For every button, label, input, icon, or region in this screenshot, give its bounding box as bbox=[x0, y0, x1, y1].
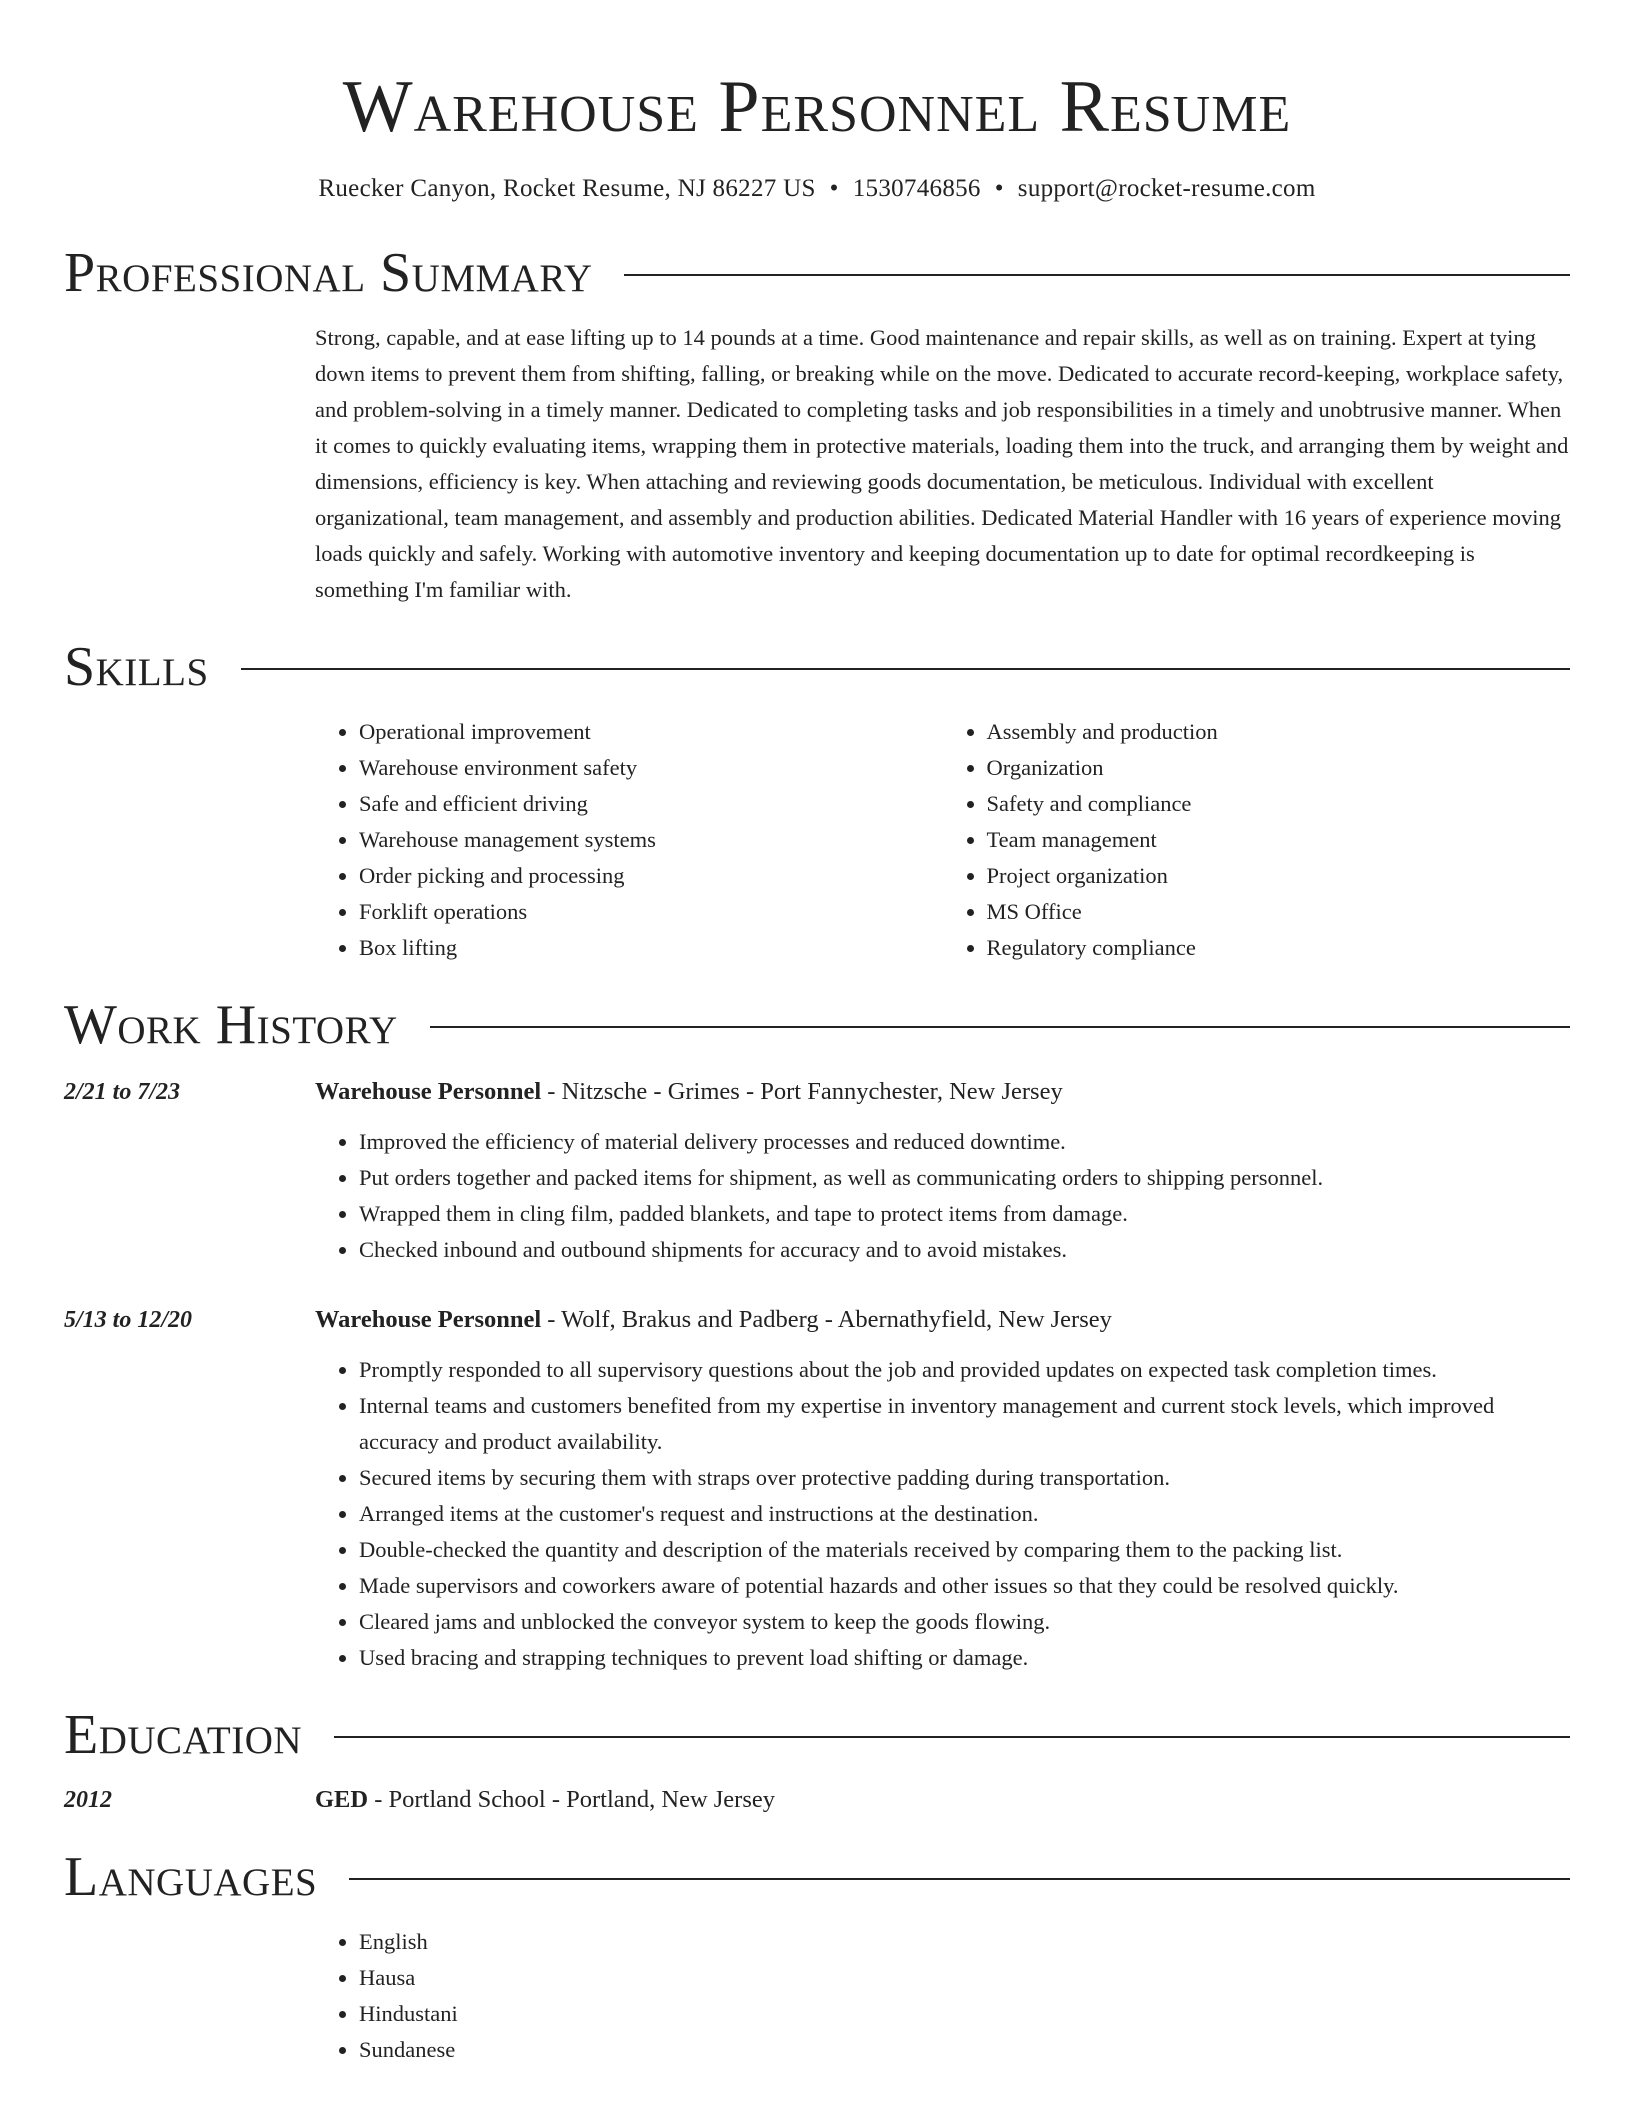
section-header-skills bbox=[64, 634, 1570, 700]
resume-page bbox=[64, 0, 1570, 2068]
skill-item: • Safe and efficient driving bbox=[359, 786, 943, 822]
summary-text: Strong, capable, and at ease lifting up to 14 pounds at a time. Good maintenance and repair skills, as well as on training. Expert at tying down items to prevent them from shifting, falling, or breaking while on the move. Dedicated to accurate record-keeping, workplace safety, and problem-solving in a timely manner. Dedicated to completing tasks and job responsibilities in a timely and unobtrusive manner. When it comes to quickly evaluating items, wrapping them in protective materials, loading them into the truck, and arranging them by weight and dimensions, efficiency is key. When attaching and reviewing goods documentation, be meticulous. Individual with excellent organizational, team management, and assembly and production abilities. Dedicated Material Handler with 16 years of experience moving loads quickly and safely. Working with automotive inventory and keeping documentation up to date for optimal recordkeeping is something I'm familiar with. bbox=[315, 325, 1569, 602]
skill-item: • Box lifting bbox=[359, 930, 943, 966]
section-header-summary bbox=[64, 240, 1570, 306]
language-item: • English bbox=[359, 1924, 1570, 1960]
job-bullet: • Internal teams and customers benefited from my expertise in inventory management and current stock levels, which improved accuracy and product availability. bbox=[359, 1388, 1570, 1460]
job-bullets bbox=[315, 1124, 1570, 1268]
job-details: - Nitzsche - Grimes - Port Fannychester, New Jersey bbox=[541, 1078, 1063, 1105]
skill-item: • Project organization bbox=[987, 858, 1571, 894]
job-details: - Wolf, Brakus and Padberg - Abernathyfield, New Jersey bbox=[541, 1306, 1112, 1333]
job-bullet: • Put orders together and packed items for shipment, as well as communicating orders to shipping personnel. bbox=[359, 1160, 1570, 1196]
skill-item: • Assembly and production bbox=[987, 714, 1571, 750]
skill-item: • Regulatory compliance bbox=[987, 930, 1571, 966]
section-divider bbox=[624, 274, 1570, 276]
language-item: • Sundanese bbox=[359, 2032, 1570, 2068]
languages-bullets bbox=[315, 1924, 1570, 2068]
section-divider bbox=[430, 1026, 1570, 1028]
section-title-skills: Skills bbox=[64, 636, 209, 698]
education-year: 2012 bbox=[64, 1787, 112, 1813]
job-entry bbox=[64, 1074, 1570, 1268]
job-bullet: • Wrapped them in cling film, padded blankets, and tape to protect items from damage. bbox=[359, 1196, 1570, 1232]
job-title: Warehouse Personnel bbox=[315, 1078, 542, 1105]
contact-separator: • bbox=[994, 175, 1004, 202]
section-header-education bbox=[64, 1702, 1570, 1768]
job-bullet: • Improved the efficiency of material delivery processes and reduced downtime. bbox=[359, 1124, 1570, 1160]
section-divider bbox=[349, 1878, 1570, 1880]
job-bullets bbox=[315, 1352, 1570, 1676]
section-header-languages bbox=[64, 1844, 1570, 1910]
job-bullet: • Arranged items at the customer's request and instructions at the destination. bbox=[359, 1496, 1570, 1532]
resume-title: Warehouse Personnel Resume bbox=[342, 66, 1292, 148]
skill-item: • Organization bbox=[987, 750, 1571, 786]
education-line bbox=[315, 1782, 1570, 1818]
contact-email: support@rocket-resume.com bbox=[1017, 175, 1316, 202]
job-body bbox=[315, 1302, 1570, 1676]
skill-item: • Team management bbox=[987, 822, 1571, 858]
skill-item: • Operational improvement bbox=[359, 714, 943, 750]
contact-line bbox=[64, 172, 1570, 206]
contact-phone: 1530746856 bbox=[852, 175, 981, 202]
skill-item: • Forklift operations bbox=[359, 894, 943, 930]
job-title-line bbox=[315, 1074, 1570, 1110]
skill-item: • Order picking and processing bbox=[359, 858, 943, 894]
job-bullet: • Secured items by securing them with straps over protective padding during transportation. bbox=[359, 1460, 1570, 1496]
education-details: - Portland School - Portland, New Jersey bbox=[368, 1786, 775, 1813]
job-title-line bbox=[315, 1302, 1570, 1338]
section-divider bbox=[334, 1736, 1570, 1738]
job-bullet: • Promptly responded to all supervisory questions about the job and provided updates on expected task completion times. bbox=[359, 1352, 1570, 1388]
job-bullet: • Used bracing and strapping techniques to prevent load shifting or damage. bbox=[359, 1640, 1570, 1676]
section-title-summary: Professional Summary bbox=[64, 242, 593, 304]
section-title-education: Education bbox=[64, 1704, 303, 1766]
section-title-languages: Languages bbox=[64, 1846, 318, 1908]
job-dates: 2/21 to 7/23 bbox=[64, 1079, 181, 1105]
skill-item: • Warehouse environment safety bbox=[359, 750, 943, 786]
job-entry bbox=[64, 1302, 1570, 1676]
skills-column-left bbox=[315, 714, 943, 966]
job-bullet: • Double-checked the quantity and description of the materials received by comparing them to the packing list. bbox=[359, 1532, 1570, 1568]
skills-list bbox=[315, 714, 1570, 966]
skill-item: • Safety and compliance bbox=[987, 786, 1571, 822]
contact-separator: • bbox=[829, 175, 839, 202]
language-item: • Hindustani bbox=[359, 1996, 1570, 2032]
skills-column-right bbox=[943, 714, 1571, 966]
job-bullet: • Cleared jams and unblocked the conveyor system to keep the goods flowing. bbox=[359, 1604, 1570, 1640]
job-body bbox=[315, 1074, 1570, 1268]
languages-list bbox=[315, 1924, 1570, 2068]
section-divider bbox=[241, 668, 1570, 670]
education-entry bbox=[64, 1782, 1570, 1818]
section-header-work bbox=[64, 992, 1570, 1058]
contact-address: Ruecker Canyon, Rocket Resume, NJ 86227 US bbox=[318, 175, 816, 202]
skill-item: • Warehouse management systems bbox=[359, 822, 943, 858]
education-body bbox=[315, 1782, 1570, 1818]
section-title-work: Work History bbox=[64, 994, 398, 1056]
job-dates: 5/13 to 12/20 bbox=[64, 1307, 193, 1333]
job-title: Warehouse Personnel bbox=[315, 1306, 542, 1333]
language-item: • Hausa bbox=[359, 1960, 1570, 1996]
job-bullet: • Checked inbound and outbound shipments for accuracy and to avoid mistakes. bbox=[359, 1232, 1570, 1268]
education-degree: GED bbox=[315, 1786, 369, 1813]
job-bullet: • Made supervisors and coworkers aware of potential hazards and other issues so that they could be resolved quickly. bbox=[359, 1568, 1570, 1604]
skill-item: • MS Office bbox=[987, 894, 1571, 930]
